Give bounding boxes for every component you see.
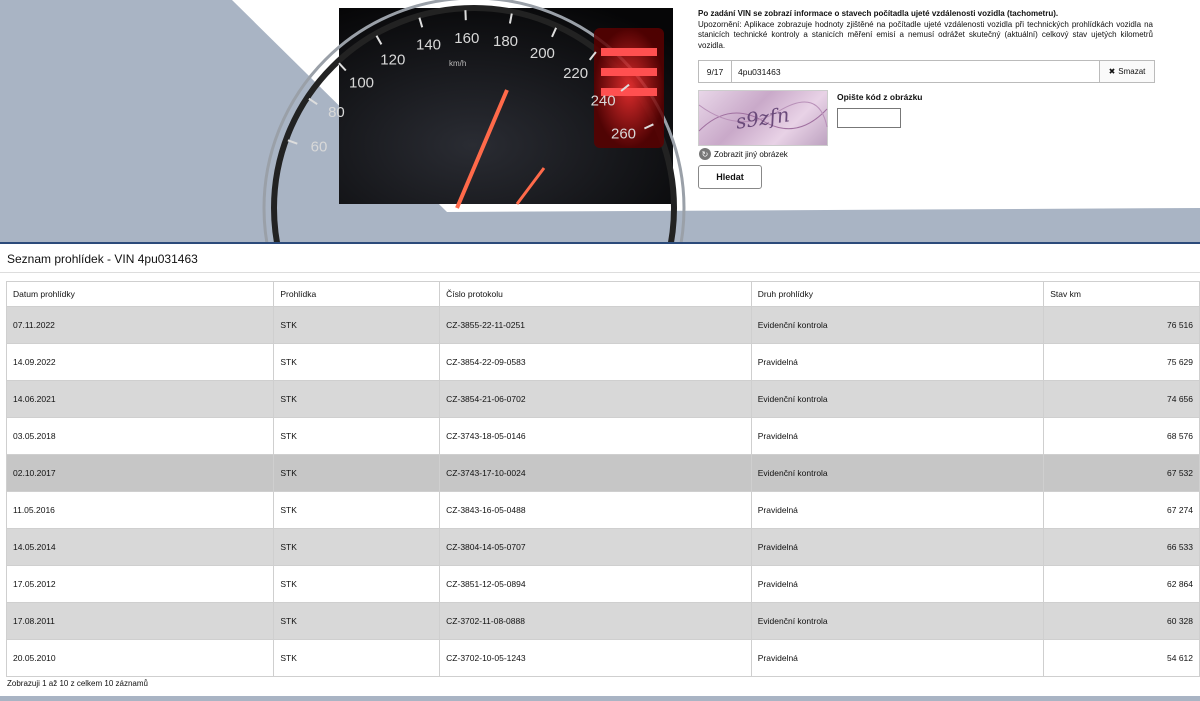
cell-kind: Evidenční kontrola (751, 455, 1043, 492)
cell-kind: Evidenční kontrola (751, 603, 1043, 640)
cell-inspection: STK (274, 344, 440, 381)
gauge-tick-label: 60 (310, 138, 328, 156)
cell-inspection: STK (274, 381, 440, 418)
cell-protocol: CZ-3851-12-05-0894 (440, 566, 752, 603)
cell-date: 11.05.2016 (7, 492, 274, 529)
cell-protocol: CZ-3702-10-05-1243 (440, 640, 752, 677)
cell-date: 20.05.2010 (7, 640, 274, 677)
table-row[interactable] (7, 640, 1200, 677)
gauge-tick-label: 80 (328, 103, 345, 121)
cell-km: 74 656 (1044, 381, 1200, 418)
cell-protocol: CZ-3843-16-05-0488 (440, 492, 752, 529)
column-header-protocol[interactable]: Číslo protokolu (440, 282, 752, 307)
gauge-tick-label: 220 (563, 65, 589, 82)
cell-km: 67 532 (1044, 455, 1200, 492)
vin-input[interactable]: 4pu031463 (738, 66, 781, 77)
captcha-image (698, 90, 828, 146)
hero-banner (0, 0, 1200, 212)
column-header-km[interactable]: Stav km (1044, 282, 1200, 307)
table-row[interactable] (7, 307, 1200, 344)
vin-info-warning: Upozornění: Aplikace zobrazuje hodnoty zjištěné na počítadle ujeté vzdálenosti vozidla při technických prohlídkách vozidla na stanicích technické kontroly a stanicích měření emisí a nemusí odrážet skutečný (aktuální) celkový stav ujetých kilometrů vozidla. (698, 19, 1153, 50)
gauge-tick-label: 140 (415, 36, 442, 54)
vin-char-count: 9/17 (699, 61, 732, 82)
cell-protocol: CZ-3743-17-10-0024 (440, 455, 752, 492)
cell-date: 17.08.2011 (7, 603, 274, 640)
cell-date: 14.05.2014 (7, 529, 274, 566)
column-header-kind[interactable]: Druh prohlídky (751, 282, 1043, 307)
cell-kind: Pravidelná (751, 492, 1043, 529)
refresh-icon: ↻ (699, 148, 711, 160)
cell-date: 03.05.2018 (7, 418, 274, 455)
cell-date: 14.06.2021 (7, 381, 274, 418)
cell-km: 68 576 (1044, 418, 1200, 455)
search-button[interactable]: Hledat (698, 165, 762, 189)
cell-date: 17.05.2012 (7, 566, 274, 603)
table-row[interactable] (7, 418, 1200, 455)
cell-inspection: STK (274, 455, 440, 492)
inspection-table (6, 281, 1200, 677)
cell-km: 62 864 (1044, 566, 1200, 603)
results-panel (0, 242, 1200, 696)
refresh-captcha-link[interactable] (699, 148, 788, 160)
gauge-tick-mark (309, 99, 317, 105)
gauge-tick-label: 240 (590, 92, 616, 110)
gauge-tick-label: 260 (610, 125, 637, 143)
cell-km: 66 533 (1044, 529, 1200, 566)
cell-inspection: STK (274, 529, 440, 566)
cell-kind: Pravidelná (751, 418, 1043, 455)
cell-kind: Evidenční kontrola (751, 307, 1043, 344)
captcha-text: s9zfn (734, 102, 791, 134)
cell-kind: Evidenční kontrola (751, 381, 1043, 418)
vin-info-text (698, 9, 1153, 51)
column-header-inspection[interactable]: Prohlídka (274, 282, 440, 307)
cell-inspection: STK (274, 640, 440, 677)
gauge-tick-label: 200 (529, 44, 555, 62)
table-row[interactable] (7, 381, 1200, 418)
clear-button[interactable] (1099, 61, 1154, 82)
cell-km: 75 629 (1044, 344, 1200, 381)
cell-inspection: STK (274, 566, 440, 603)
gauge-tick-mark (288, 140, 297, 143)
cell-protocol: CZ-3804-14-05-0707 (440, 529, 752, 566)
vin-info-title: Po zadání VIN se zobrazí informace o stavech počítadla ujeté vzdálenosti vozidla (tachometru). (698, 9, 1059, 18)
cell-inspection: STK (274, 418, 440, 455)
cell-inspection: STK (274, 492, 440, 529)
table-row[interactable] (7, 344, 1200, 381)
speedometer-image (310, 8, 673, 204)
cell-inspection: STK (274, 307, 440, 344)
table-row[interactable] (7, 529, 1200, 566)
cell-kind: Pravidelná (751, 566, 1043, 603)
cell-inspection: STK (274, 603, 440, 640)
cell-km: 54 612 (1044, 640, 1200, 677)
gauge-tick-label: 160 (454, 30, 480, 48)
divider (0, 272, 1200, 273)
cell-date: 14.09.2022 (7, 344, 274, 381)
vin-field (698, 60, 1155, 83)
cell-protocol: CZ-3854-22-09-0583 (440, 344, 752, 381)
gauge-tick-label: 100 (348, 74, 375, 92)
records-summary: Zobrazuji 1 až 10 z celkem 10 záznamů (7, 679, 148, 688)
gauge-unit: km/h (449, 59, 467, 68)
table-row[interactable] (7, 492, 1200, 529)
column-header-date[interactable]: Datum prohlídky (7, 282, 274, 307)
cell-km: 67 274 (1044, 492, 1200, 529)
gauge-tick-label: 120 (380, 51, 406, 69)
results-title: Seznam prohlídek - VIN 4pu031463 (7, 252, 198, 266)
cell-kind: Pravidelná (751, 640, 1043, 677)
captcha-input[interactable] (837, 108, 901, 128)
table-header-row (7, 282, 1200, 307)
cell-protocol: CZ-3743-18-05-0146 (440, 418, 752, 455)
clear-button-label: Smazat (1118, 67, 1146, 76)
cell-protocol: CZ-3855-22-11-0251 (440, 307, 752, 344)
refresh-captcha-label: Zobrazit jiný obrázek (714, 149, 788, 159)
captcha-label: Opište kód z obrázku (837, 92, 923, 102)
gauge-tick-label: 180 (492, 33, 519, 50)
cell-km: 60 328 (1044, 603, 1200, 640)
cell-protocol: CZ-3854-21-06-0702 (440, 381, 752, 418)
x-icon: ✖ (1108, 67, 1116, 76)
cell-kind: Pravidelná (751, 344, 1043, 381)
cell-km: 76 516 (1044, 307, 1200, 344)
cell-protocol: CZ-3702-11-08-0888 (440, 603, 752, 640)
table-row[interactable] (7, 566, 1200, 603)
cell-date: 02.10.2017 (7, 455, 274, 492)
table-row-hovered[interactable] (7, 455, 1200, 492)
table-row[interactable] (7, 603, 1200, 640)
cell-date: 07.11.2022 (7, 307, 274, 344)
cell-kind: Pravidelná (751, 529, 1043, 566)
